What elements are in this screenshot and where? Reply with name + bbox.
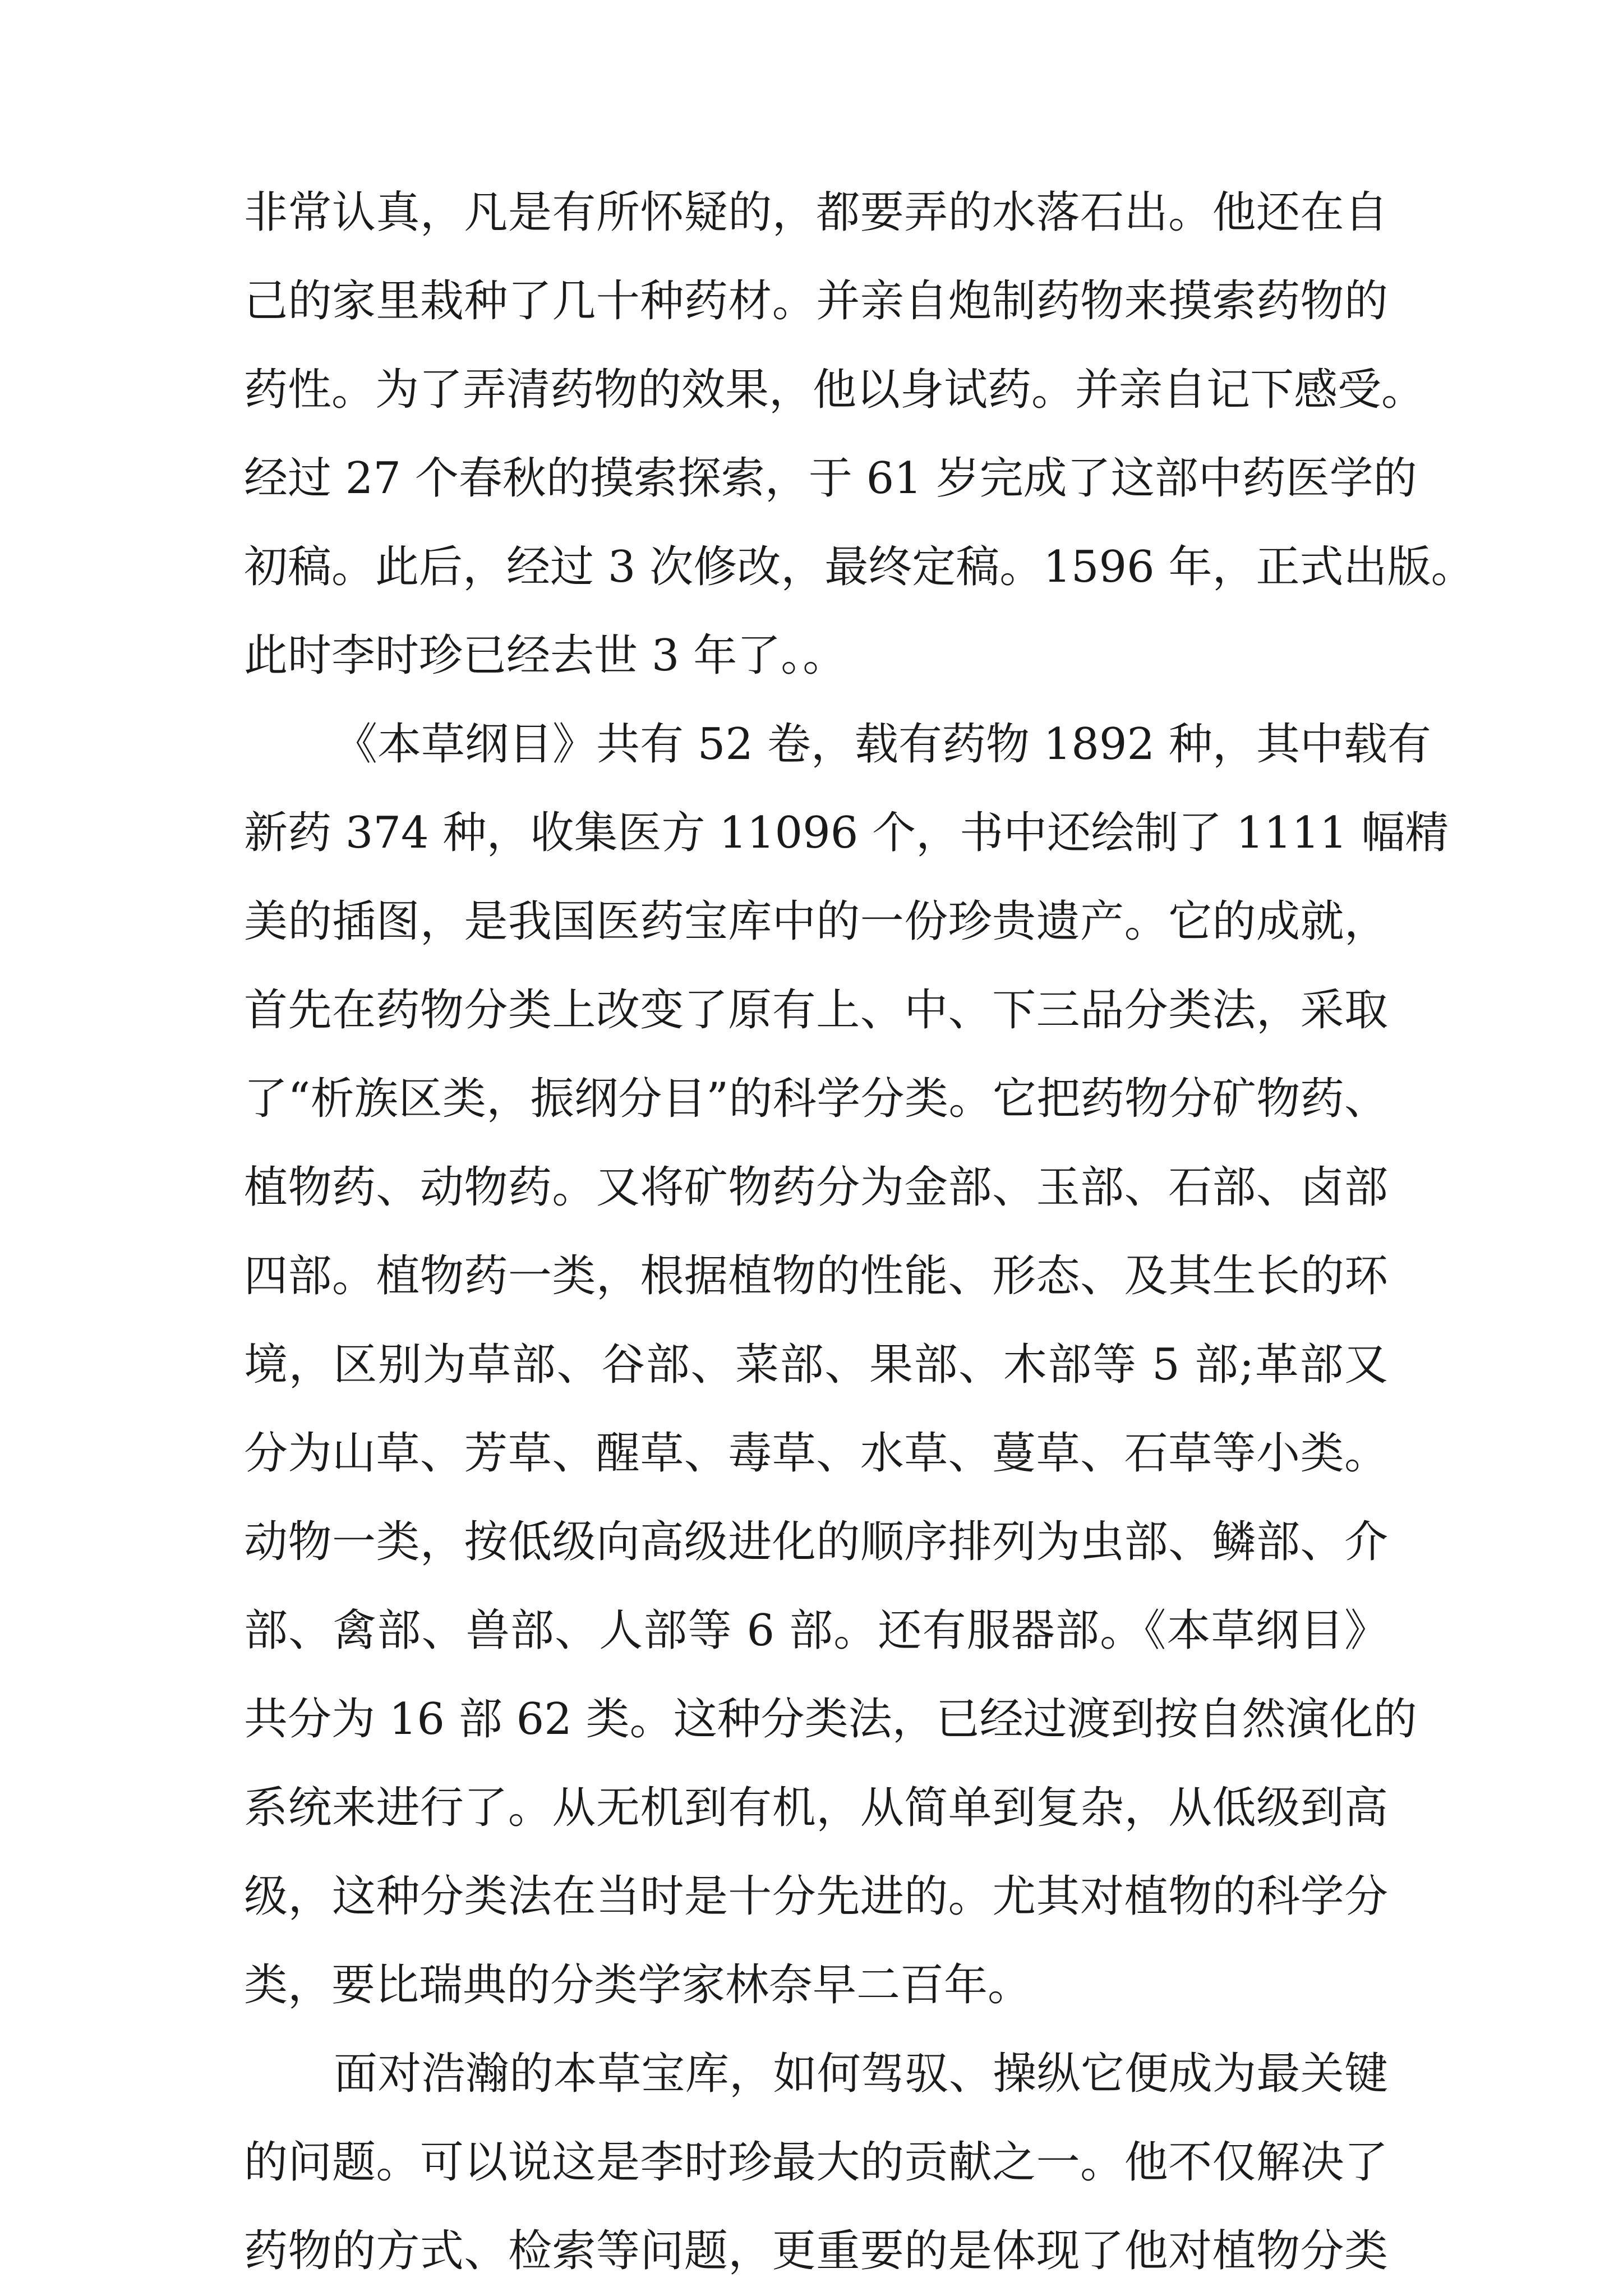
text-line: 共分为 16 部 62 类。这种分类法，已经过渡到按自然演化的 [244,1694,1417,1745]
text-line: 初稿。此后，经过 3 次修改，最终定稿。1596 年，正式出版。 [244,542,1475,592]
text-line: 分为山草、芳草、醒草、毒草、水草、蔓草、石草等小类。 [244,1428,1388,1479]
text-line: 境，区别为草部、谷部、菜部、果部、木部等 5 部;革部又 [244,1340,1388,1390]
text-line: 己的家里栽种了几十种药材。并亲自炮制药物来摸索药物的 [244,276,1388,326]
text-line: 类，要比瑞典的分类学家林奈早二百年。 [244,1960,1032,2010]
text-line: 植物药、动物药。又将矿物药分为金部、玉部、石部、卤部 [244,1162,1388,1213]
body-text [244,168,1475,2295]
text-line: 首先在药物分类上改变了原有上、中、下三品分类法，采取 [244,985,1388,1036]
text-line: 级，这种分类法在当时是十分先进的。尤其对植物的科学分 [244,1871,1388,1922]
text-line: 美的插图，是我国医药宝库中的一份珍贵遗产。它的成就， [244,896,1388,947]
text-line: 了“析族区类，振纲分目”的科学分类。它把药物分矿物药、 [244,1074,1388,1124]
text-line: 四部。植物药一类，根据植物的性能、形态、及其生长的环 [244,1251,1388,1301]
text-line: 部、禽部、兽部、人部等 6 部。还有服器部。《本草纲目》 [244,1605,1388,1656]
paragraph-first-line: 面对浩瀚的本草宝库，如何驾驭、操纵它便成为最关键 [334,2049,1388,2099]
text-line: 药性。为了弄清药物的效果，他以身试药。并亲自记下感受。 [244,365,1426,415]
text-line: 系统来进行了。从无机到有机，从简单到复杂，从低级到高 [244,1783,1388,1833]
paragraph-first-line: 《本草纲目》共有 52 卷，载有药物 1892 种，其中载有 [334,719,1431,770]
text-line: 非常认真，凡是有所怀疑的，都要弄的水落石出。他还在自 [244,187,1388,238]
text-line: 动物一类，按低级向高级进化的顺序排列为虫部、鳞部、介 [244,1517,1388,1567]
text-line: 的问题。可以说这是李时珍最大的贡献之一。他不仅解决了 [244,2137,1388,2188]
text-line: 经过 27 个春秋的摸索探索，于 61 岁完成了这部中药医学的 [244,453,1417,504]
text-line: 此时李时珍已经去世 3 年了。。 [244,631,847,681]
text-line: 药物的方式、检索等问题，更重要的是体现了他对植物分类 [244,2226,1388,2276]
text-line: 新药 374 种，收集医方 11096 个，书中还绘制了 1111 幅精 [244,808,1449,858]
